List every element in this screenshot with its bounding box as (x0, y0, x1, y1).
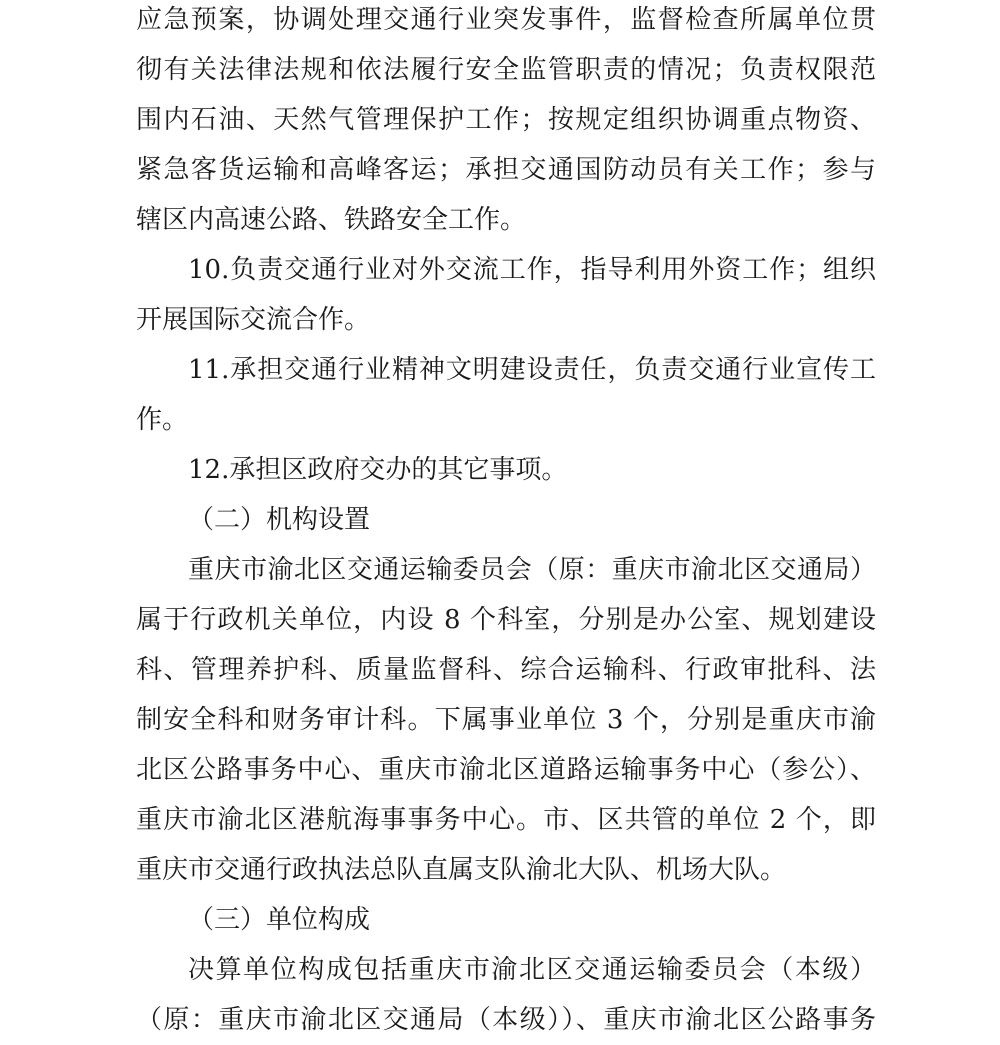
text-line: 作。 (136, 405, 189, 435)
text-line: 11.承担交通行业精神文明建设责任，负责交通行业宣传工 (188, 355, 876, 385)
text-line: 围内石油、天然气管理保护工作；按规定组织协调重点物资、 (136, 105, 876, 135)
section-heading: （二）机构设置 (188, 505, 371, 535)
text-line: 紧急客货运输和高峰客运；承担交通国防动员有关工作；参与 (136, 155, 876, 185)
text-line: （原：重庆市渝北区交通局（本级））、重庆市渝北区公路事务 (136, 1005, 876, 1035)
text-line: 12.承担区政府交办的其它事项。 (188, 455, 568, 485)
text-line: 重庆市交通行政执法总队直属支队渝北大队、机场大队。 (136, 855, 787, 885)
text-line: 制安全科和财务审计科。下属事业单位 3 个，分别是重庆市渝 (136, 705, 876, 735)
text-line: 开展国际交流合作。 (136, 305, 371, 335)
section-heading: （三）单位构成 (188, 905, 371, 935)
text-line: 辖区内高速公路、铁路安全工作。 (136, 205, 527, 235)
text-line: 重庆市渝北区港航海事事务中心。市、区共管的单位 2 个，即 (136, 805, 876, 835)
text-line: 应急预案，协调处理交通行业突发事件，监督检查所属单位贯 (136, 5, 876, 35)
text-line: 10.负责交通行业对外交流工作，指导利用外资工作；组织 (188, 255, 876, 285)
text-line: 决算单位构成包括重庆市渝北区交通运输委员会（本级） (188, 955, 876, 985)
text-line: 彻有关法律法规和依法履行安全监管职责的情况；负责权限范 (136, 55, 876, 85)
text-line: 属于行政机关单位，内设 8 个科室，分别是办公室、规划建设 (136, 605, 876, 635)
text-line: 科、管理养护科、质量监督科、综合运输科、行政审批科、法 (136, 655, 876, 685)
text-line: 重庆市渝北区交通运输委员会（原：重庆市渝北区交通局） (188, 555, 876, 585)
text-line: 北区公路事务中心、重庆市渝北区道路运输事务中心（参公）、 (136, 755, 876, 785)
